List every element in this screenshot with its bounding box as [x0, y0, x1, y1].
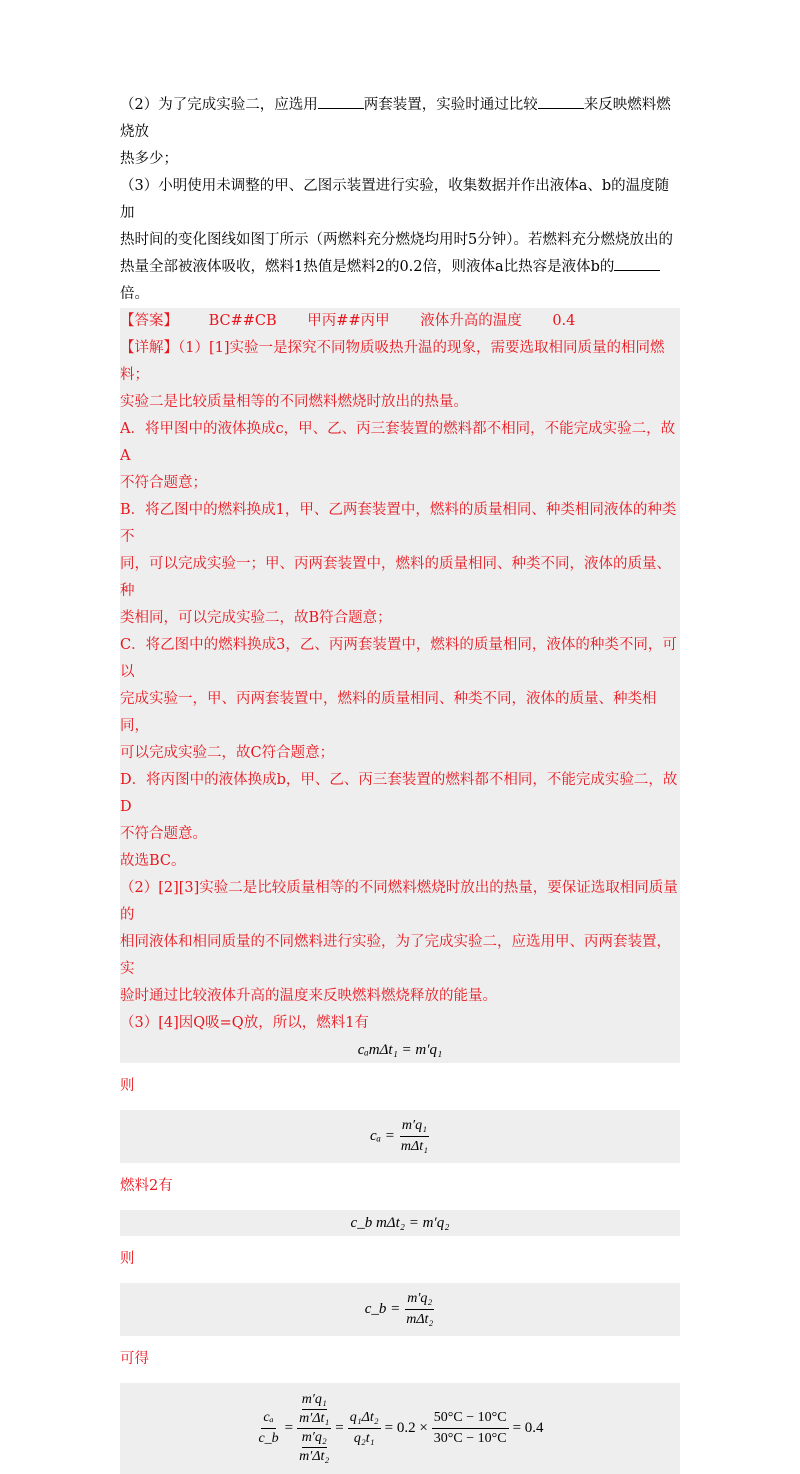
formula-3: c_b mΔt₂ = m′q₂: [120, 1210, 680, 1236]
compound-top-den: m′Δt₁: [299, 1411, 330, 1426]
detail-line-12: 不符合题意。: [120, 826, 207, 842]
answer-line: [120, 308, 680, 335]
detail-line-5: B．将乙图中的燃料换成1，甲、乙两套装置中，燃料的质量相同、种类相同液体的种类不: [120, 502, 677, 545]
q2-text-b: 两套装置，实验时通过比较: [363, 97, 538, 113]
detail-line-13: 故选BC。: [120, 853, 186, 869]
formula-5-result: = 0.4: [512, 1420, 544, 1436]
q3-text-d: 倍。: [120, 286, 149, 302]
formula-4-den: mΔt₂: [406, 1312, 434, 1327]
detail-line-3: A．将甲图中的液体换成c，甲、乙、丙三套装置的燃料都不相同，不能完成实验二，故A: [120, 421, 676, 464]
formula-5-temp-ratio: [432, 1408, 509, 1449]
answer-4: 0.4: [552, 313, 576, 329]
question-3-line-2: 热时间的变化图线如图丁所示（两燃料充分燃烧均用时5分钟）。若燃料充分燃烧放出的: [120, 232, 673, 248]
compound-bottom-den: m′Δt₂: [299, 1449, 330, 1464]
formula-4-lhs: c_b =: [364, 1301, 401, 1317]
formula-4-fraction: [404, 1289, 435, 1330]
compound-bottom-num: m′q₂: [302, 1429, 327, 1448]
then-label-1: 则: [120, 1078, 135, 1094]
question-2: [120, 92, 680, 146]
blank-3: [614, 256, 660, 271]
temp-ratio-den: 30°C − 10°C: [433, 1431, 507, 1446]
question-3-line-1: （3）小明使用未调整的甲、乙图示装置进行实验，收集数据并作出液体a、b的温度随加: [120, 178, 670, 221]
detail-line-6: 同，可以完成实验一；甲、丙两套装置中，燃料的质量相同、种类不同，液体的质量、种: [120, 556, 671, 599]
detail-line-9: 完成实验一，甲、丙两套装置中，燃料的质量相同、种类不同，液体的质量、种类相同，: [120, 691, 657, 734]
equals-sign-2: =: [335, 1420, 344, 1436]
detail-line-7: 类相同，可以完成实验二，故B符合题意；: [120, 610, 392, 626]
formula-2-den: mΔt₁: [400, 1139, 428, 1154]
detail-line-10: 可以完成实验二，故C符合题意；: [120, 745, 335, 761]
formula-5-ratio-num: cₐ: [261, 1408, 275, 1429]
temp-ratio-num: 50°C − 10°C: [432, 1408, 509, 1429]
formula-2-num: m′q₁: [400, 1116, 429, 1137]
formula-5-compound-bottom: [297, 1429, 331, 1466]
detail-line-8: C．将乙图中的燃料换成3，乙、丙两套装置中，燃料的质量相同，液体的种类不同，可以: [120, 637, 677, 680]
detail-line-15: 相同液体和相同质量的不同燃料进行实验，为了完成实验二，应选用甲、丙两套装置，实: [120, 934, 671, 977]
q3-text-c: 热量全部被液体吸收，燃料1热值是燃料2的0.2倍，则液体a比热容是液体b的: [120, 259, 615, 275]
answer-block: [120, 308, 680, 1063]
question-3-line-3: [120, 254, 680, 308]
detail-line-11: D．将丙图中的液体换成b，甲、乙、丙三套装置的燃料都不相同，不能完成实验二，故D: [120, 772, 678, 815]
blank-2: [538, 94, 584, 109]
q2-text-a: （2）为了完成实验二，应选用: [120, 97, 318, 113]
formula-5-ratio-den: c_b: [258, 1431, 279, 1446]
formula-5-compound: [297, 1391, 331, 1466]
fuel2-label: 燃料2有: [120, 1178, 173, 1194]
document-page: [120, 92, 680, 1474]
formula-2-lhs: cₐ =: [369, 1128, 395, 1144]
then-label-2: 则: [120, 1251, 135, 1267]
formula-2: [120, 1110, 680, 1163]
formula-5-ratio: [256, 1408, 280, 1449]
detail-line-14: （2）[2][3]实验二是比较质量相等的不同燃料燃烧时放出的热量，要保证选取相同质量的: [120, 880, 678, 923]
formula-5-factor: = 0.2 ×: [384, 1420, 428, 1436]
detail-line-16: 验时通过比较液体升高的温度来反映燃料燃烧释放的能量。: [120, 988, 497, 1004]
answer-3: 液体升高的温度: [420, 313, 522, 329]
q-ratio-num: q₁Δt₂: [348, 1408, 381, 1429]
formula-1: cₐmΔt₁ = m′q₁: [120, 1037, 680, 1063]
formula-5-compound-top: [297, 1391, 331, 1429]
q-ratio-den: q₂t₁: [353, 1431, 375, 1446]
formula-4-num: m′q₂: [405, 1289, 434, 1310]
detail-line-4: 不符合题意；: [120, 475, 207, 491]
compound-top-num: m′q₁: [302, 1391, 327, 1410]
detail-line-1: 【详解】（1）[1]实验一是探究不同物质吸热升温的现象，需要选取相同质量的相同燃料；: [120, 340, 665, 383]
formula-5: [120, 1383, 680, 1474]
formula-2-fraction: [399, 1116, 430, 1157]
blank-1: [318, 94, 364, 109]
detail-line-2: 实验二是比较质量相等的不同燃料燃烧时放出的热量。: [120, 394, 468, 410]
equals-sign-1: =: [284, 1420, 294, 1436]
formula-4: [120, 1283, 680, 1336]
result-label: 可得: [120, 1351, 149, 1367]
answer-2: 甲丙##丙甲: [307, 313, 390, 329]
answer-1: BC##CB: [208, 313, 277, 329]
formula-5-q-ratio: [348, 1408, 381, 1449]
q2-text-c: 来反映燃料燃烧放: [120, 97, 671, 140]
question-2-cont: 热多少；: [120, 151, 178, 167]
detail-line-17: （3）[4]因Q吸=Q放，所以，燃料1有: [120, 1015, 369, 1031]
answer-label: 【答案】: [120, 313, 178, 329]
